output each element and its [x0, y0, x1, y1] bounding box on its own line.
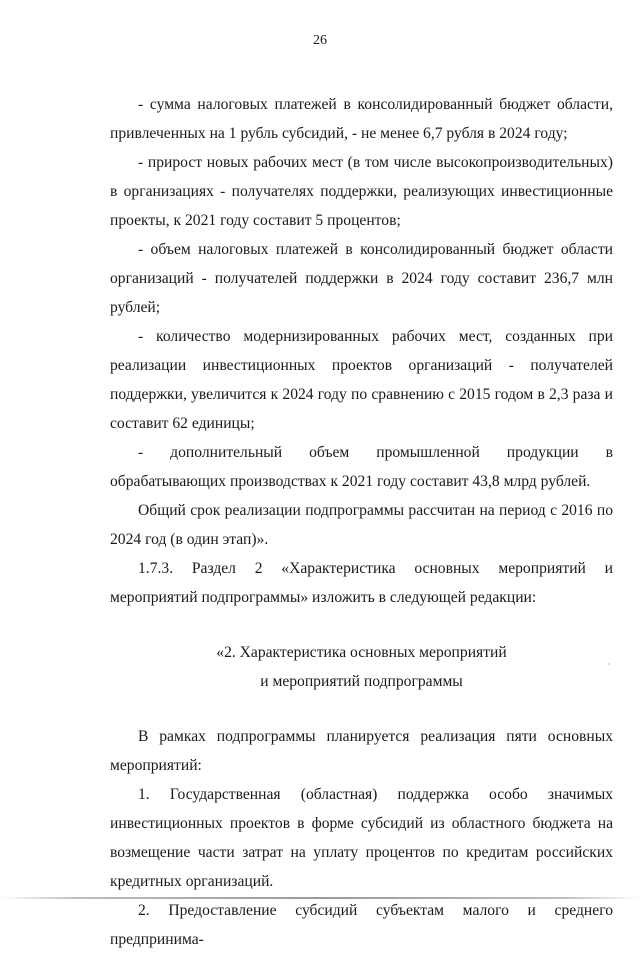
section-heading-line-2: и мероприятий подпрограммы [260, 673, 463, 690]
paragraph-activity-1: 1. Государственная (областная) поддержка особо значимых инвестиционных проектов в форме субсидий из областного бюджета на возмещение части затрат на уплату процентов по кредитам российских кредитных организаций. [110, 786, 613, 890]
paragraph-section-2-instruction: 1.7.3. Раздел 2 «Характеристика основных мероприятий и мероприятий подпрограммы» изложить в следующей редакции: [110, 560, 613, 606]
section-heading-line-1: «2. Характеристика основных мероприятий [216, 644, 507, 661]
document-body [110, 90, 613, 954]
page-bottom-edge [0, 897, 640, 899]
paragraph-tax-payments-per-ruble: - сумма налоговых платежей в консолидированный бюджет области, привлеченных на 1 рубль субсидий, - не менее 6,7 рубля в 2024 году; [110, 96, 613, 142]
paragraph-tax-payments-volume: - объем налоговых платежей в консолидированный бюджет области организаций - получателей поддержки в 2024 году составит 236,7 млн рублей; [110, 241, 613, 316]
paragraph-implementation-period: Общий срок реализации подпрограммы рассчитан на период с 2016 по 2024 год (в один этап)». [110, 502, 613, 548]
scan-artifact [608, 663, 610, 665]
paragraph-new-jobs-growth: - прирост новых рабочих мест (в том числе высокопроизводительных) в организациях - получателях поддержки, реализующих инвестиционные проекты, к 2021 году составит 5 процентов; [110, 154, 613, 229]
paragraph-modernized-jobs: - количество модернизированных рабочих мест, созданных при реализации инвестиционных проектов организаций - получателей поддержки, увеличится к 2024 году по сравнению с 2015 годом в 2,3 раза и составит 62 единицы; [110, 328, 613, 432]
paragraph-industrial-output: - дополнительный объем промышленной продукции в обрабатывающих производствах к 2021 году составит 43,8 млрд рублей. [110, 444, 613, 490]
paragraph-five-main-activities: В рамках подпрограммы планируется реализация пяти основных мероприятий: [110, 728, 613, 774]
paragraph-activity-2: 2. Предоставление субсидий субъектам малого и среднего предпринима- [110, 902, 613, 948]
page-number: 26 [313, 33, 327, 48]
section-heading [110, 638, 613, 696]
